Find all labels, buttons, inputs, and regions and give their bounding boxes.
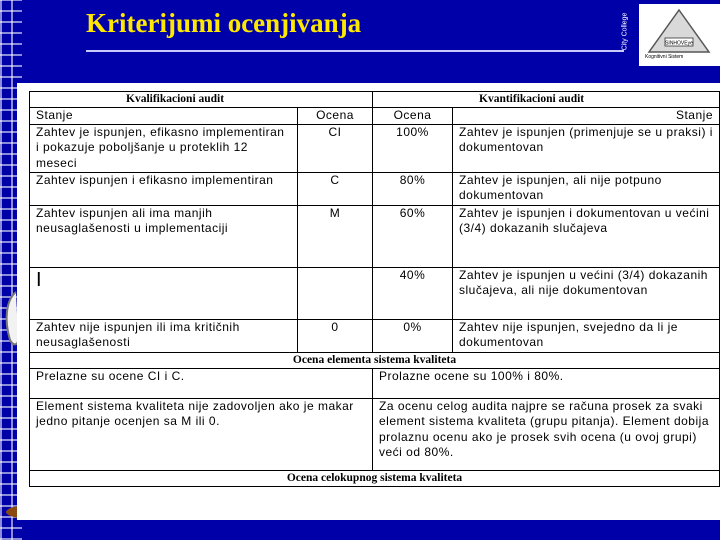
col-header-right-ocena: Ocena [373, 108, 453, 125]
left-stanje-cell: Zahtev nije ispunjen ili ima kritičnih neusaglašenosti [30, 319, 298, 352]
college-label [621, 6, 638, 64]
overall-header: Ocena celokupnog sistema kvaliteta [30, 470, 720, 486]
element-right-2: Za ocenu celog audita najpre se računa prosek za svaki element sistema kvaliteta (grupu pitanja). Element dobija prolaznu ocenu ako je prosek svih ocena (u ovoj grupi) veći od 80%. [373, 398, 720, 470]
right-stanje-cell: Zahtev je ispunjen i dokumentovan u većini (3/4) dokazanih slučajeva [453, 205, 720, 267]
right-stanje-cell: Zahtev nije ispunjen, svejedno da li je dokumentovan [453, 319, 720, 352]
table-row [30, 267, 720, 319]
right-stanje-cell: Zahtev je ispunjen (primenjuje se u praksi) i dokumentovan [453, 124, 720, 172]
col-header-left-stanje: Stanje [30, 108, 298, 125]
table-row [30, 124, 720, 172]
left-ocena-cell: C [298, 172, 373, 205]
logo-inner-text: SINHOVEye [665, 40, 693, 47]
right-stanje-cell: Zahtev je ispunjen, ali nije potpuno dokumentovan [453, 172, 720, 205]
left-ocena-cell: M [298, 205, 373, 267]
col-header-right-stanje: Stanje [453, 108, 720, 125]
triangle-logo-icon [647, 8, 711, 54]
element-left-1: Prelazne su ocene CI i C. [30, 368, 373, 398]
element-header: Ocena elementa sistema kvaliteta [30, 352, 720, 368]
left-stanje-cell: I [30, 267, 298, 319]
col-header-left-ocena: Ocena [298, 108, 373, 125]
criteria-document [17, 83, 720, 520]
table-row [30, 172, 720, 205]
column-header-row [30, 108, 720, 125]
title-underline [86, 50, 628, 52]
right-ocena-cell: 80% [373, 172, 453, 205]
header-row [30, 92, 720, 108]
left-stanje-cell: Zahtev je ispunjen, efikasno implementiran i pokazuje poboljšanje u proteklih 12 meseci [30, 124, 298, 172]
element-header-row [30, 352, 720, 368]
table-row [30, 368, 720, 398]
criteria-table [29, 91, 720, 487]
element-right-1: Prolazne ocene su 100% i 80%. [373, 368, 720, 398]
overall-header-row [30, 470, 720, 486]
table-row [30, 205, 720, 267]
table-row [30, 319, 720, 352]
element-left-2: Element sistema kvaliteta nije zadovoljen ako je makar jedno pitanje ocenjen sa M ili 0. [30, 398, 373, 470]
left-stanje-cell: Zahtev ispunjen i efikasno implementiran [30, 172, 298, 205]
left-stanje-cell: Zahtev ispunjen ali ima manjih neusaglašenosti u implementaciji [30, 205, 298, 267]
header-right: Kvantifikacioni audit [373, 92, 720, 108]
right-ocena-cell: 100% [373, 124, 453, 172]
left-ocena-cell [298, 267, 373, 319]
table-row [30, 398, 720, 470]
logo [639, 4, 720, 66]
header-left: Kvalifikacioni audit [30, 92, 373, 108]
slide-title: Kriterijumi ocenjivanja [86, 8, 362, 38]
college-text: City College [621, 12, 629, 51]
right-ocena-cell: 60% [373, 205, 453, 267]
left-ocena-cell: CI [298, 124, 373, 172]
left-ocena-cell: 0 [298, 319, 373, 352]
logo-caption: Kognitivni Sistem [645, 54, 684, 60]
right-ocena-cell: 40% [373, 267, 453, 319]
right-ocena-cell: 0% [373, 319, 453, 352]
right-stanje-cell: Zahtev je ispunjen u većini (3/4) dokazanih slučajeva, ali nije dokumentovan [453, 267, 720, 319]
